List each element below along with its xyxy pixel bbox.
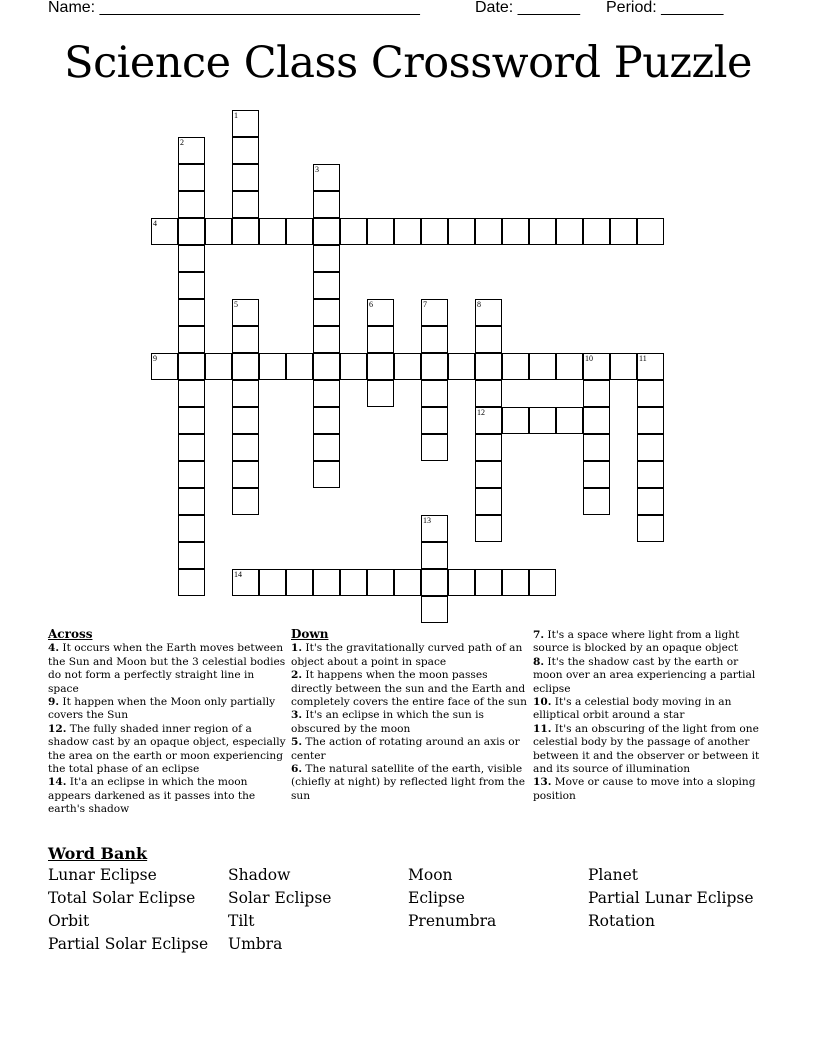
crossword-cell[interactable] — [367, 299, 394, 326]
clue-number: 1. — [291, 642, 303, 655]
crossword-cell[interactable] — [178, 488, 205, 515]
crossword-cell[interactable] — [232, 191, 259, 218]
clue-number: 4 — [153, 219, 157, 228]
word-bank-item: Moon — [408, 866, 453, 884]
crossword-cell[interactable] — [313, 326, 340, 353]
clue-number: 4. — [48, 642, 60, 655]
down-clue — [291, 736, 531, 763]
crossword-cell[interactable] — [178, 137, 205, 164]
crossword-cell[interactable] — [178, 164, 205, 191]
crossword-cell[interactable] — [313, 353, 340, 380]
crossword-cell[interactable] — [556, 218, 583, 245]
word-bank-item: Total Solar Eclipse — [48, 889, 196, 907]
down-heading: Down — [291, 627, 329, 641]
crossword-cell[interactable] — [448, 569, 475, 596]
crossword-cell[interactable] — [637, 353, 664, 380]
down-clue — [291, 642, 531, 669]
clue-number: 2. — [291, 669, 303, 682]
crossword-cell[interactable] — [178, 461, 205, 488]
crossword-cell[interactable] — [178, 299, 205, 326]
clue-number: 14. — [48, 776, 67, 789]
across-clue — [48, 696, 288, 723]
crossword-cell[interactable] — [286, 353, 313, 380]
crossword-cell[interactable] — [583, 434, 610, 461]
crossword-cell[interactable] — [475, 488, 502, 515]
clue-text: It's the gravitationally curved path of an object about a point in space — [291, 642, 523, 668]
down-clue — [533, 776, 769, 803]
crossword-cell[interactable] — [232, 137, 259, 164]
crossword-cell[interactable] — [637, 407, 664, 434]
crossword-cell[interactable] — [475, 461, 502, 488]
crossword-cell[interactable] — [475, 326, 502, 353]
down-clue — [291, 709, 531, 736]
clue-number: 3 — [315, 165, 319, 174]
clue-number: 6 — [369, 300, 373, 309]
crossword-cell[interactable] — [448, 353, 475, 380]
crossword-cell[interactable] — [637, 488, 664, 515]
crossword-cell[interactable] — [421, 515, 448, 542]
crossword-cell[interactable] — [475, 569, 502, 596]
word-bank-item: Umbra — [228, 935, 283, 953]
crossword-cell[interactable] — [178, 407, 205, 434]
crossword-cell[interactable] — [232, 488, 259, 515]
clue-number: 13. — [533, 776, 552, 789]
clue-number: 7. — [533, 629, 545, 641]
clue-number: 8 — [477, 300, 481, 309]
down-clue — [533, 696, 769, 723]
clue-number: 3. — [291, 709, 303, 722]
crossword-cell[interactable] — [232, 299, 259, 326]
crossword-cell[interactable] — [232, 110, 259, 137]
clue-number: 11 — [639, 354, 647, 363]
crossword-cell[interactable] — [610, 218, 637, 245]
clue-text: The natural satellite of the earth, visible (chiefly at night) by reflected light from the sun — [291, 763, 526, 802]
clue-text: It's a celestial body moving in an elliptical orbit around a star — [533, 696, 732, 722]
crossword-cell[interactable] — [556, 353, 583, 380]
crossword-cell[interactable] — [394, 353, 421, 380]
crossword-cell[interactable] — [475, 380, 502, 407]
crossword-cell[interactable] — [421, 353, 448, 380]
crossword-cell[interactable] — [529, 569, 556, 596]
crossword-cell[interactable] — [502, 353, 529, 380]
crossword-cell[interactable] — [232, 569, 259, 596]
crossword-cell[interactable] — [178, 245, 205, 272]
across-heading: Across — [48, 627, 93, 641]
clue-text: The fully shaded inner region of a shadow cast by an opaque object, especially the area on the earth or moon experiencing the total phase of an eclipse — [48, 722, 286, 776]
clue-text: It happens when the moon passes directly between the sun and the Earth and completely covers the entire face of the sun — [291, 669, 527, 709]
crossword-cell[interactable] — [367, 569, 394, 596]
crossword-cell[interactable] — [394, 569, 421, 596]
crossword-cell[interactable] — [367, 326, 394, 353]
crossword-cell[interactable] — [637, 380, 664, 407]
date-field[interactable]: Date: _______ — [475, 0, 580, 16]
clue-number: 5. — [291, 736, 303, 749]
crossword-cell[interactable] — [637, 218, 664, 245]
crossword-cell[interactable] — [421, 596, 448, 623]
clue-number: 1 — [234, 111, 238, 120]
crossword-cell[interactable] — [286, 218, 313, 245]
crossword-cell[interactable] — [178, 542, 205, 569]
clue-number: 14 — [234, 570, 242, 579]
clue-text: It occurs when the Earth moves between the Sun and Moon but the 3 celestial bodies do not form a perfectly straight line in space — [48, 642, 286, 695]
clue-number: 11. — [533, 722, 552, 735]
across-clue — [48, 642, 288, 696]
clue-number: 8. — [533, 655, 545, 668]
crossword-cell[interactable] — [313, 569, 340, 596]
crossword-cell[interactable] — [637, 461, 664, 488]
crossword-cell[interactable] — [421, 569, 448, 596]
clue-text: It's the shadow cast by the earth or moon over an area experiencing a partial eclipse — [533, 655, 756, 695]
down-clue — [533, 723, 769, 777]
crossword-cell[interactable] — [178, 380, 205, 407]
crossword-cell[interactable] — [475, 353, 502, 380]
clue-text: It'a an eclipse in which the moon appears darkened as it passes into the earth's shadow — [48, 776, 256, 816]
clue-number: 9 — [153, 354, 157, 363]
crossword-cell[interactable] — [421, 326, 448, 353]
word-bank-item: Prenumbra — [408, 912, 497, 930]
word-bank-item: Tilt — [228, 912, 255, 930]
down-clue — [291, 763, 531, 803]
crossword-cell[interactable] — [286, 569, 313, 596]
crossword-cell[interactable] — [178, 191, 205, 218]
crossword-cell[interactable] — [232, 326, 259, 353]
crossword-cell[interactable] — [313, 245, 340, 272]
crossword-cell[interactable] — [313, 299, 340, 326]
crossword-cell[interactable] — [232, 353, 259, 380]
crossword-cell[interactable] — [583, 407, 610, 434]
clue-number: 5 — [234, 300, 238, 309]
crossword-cell[interactable] — [151, 353, 178, 380]
crossword-cell[interactable] — [313, 461, 340, 488]
crossword-cell[interactable] — [232, 380, 259, 407]
down-clue — [291, 669, 531, 709]
clue-text: It happen when the Moon only partially covers the Sun — [48, 696, 276, 722]
crossword-cell[interactable] — [313, 434, 340, 461]
clue-text: Move or cause to move into a sloping position — [533, 776, 756, 802]
crossword-cell[interactable] — [502, 407, 529, 434]
crossword-cell[interactable] — [475, 299, 502, 326]
crossword-cell[interactable] — [232, 407, 259, 434]
word-bank-item: Orbit — [48, 912, 90, 930]
crossword-cell[interactable] — [475, 407, 502, 434]
crossword-cell[interactable] — [583, 488, 610, 515]
across-clue — [48, 776, 288, 816]
crossword-cell[interactable] — [583, 461, 610, 488]
clue-number: 12. — [48, 722, 67, 735]
clue-text: It's a space where light from a light source is blocked by an opaque object — [533, 629, 740, 655]
crossword-cell[interactable] — [529, 353, 556, 380]
word-bank-item: Shadow — [228, 866, 291, 884]
crossword-cell[interactable] — [529, 407, 556, 434]
crossword-cell[interactable] — [502, 569, 529, 596]
clue-number: 10 — [585, 354, 593, 363]
word-bank-item: Partial Solar Eclipse — [48, 935, 209, 953]
crossword-cell[interactable] — [421, 542, 448, 569]
crossword-cell[interactable] — [556, 407, 583, 434]
word-bank-item: Eclipse — [408, 889, 465, 907]
crossword-cell[interactable] — [340, 569, 367, 596]
down-clues — [291, 628, 531, 803]
crossword-cell[interactable] — [178, 515, 205, 542]
crossword-cell[interactable] — [313, 380, 340, 407]
crossword-cell[interactable] — [259, 569, 286, 596]
crossword-cell[interactable] — [529, 218, 556, 245]
crossword-cell[interactable] — [340, 218, 367, 245]
across-clues — [48, 628, 288, 817]
crossword-cell[interactable] — [367, 218, 394, 245]
crossword-cell[interactable] — [178, 326, 205, 353]
crossword-cell[interactable] — [232, 164, 259, 191]
crossword-cell[interactable] — [259, 218, 286, 245]
crossword-cell[interactable] — [637, 515, 664, 542]
crossword-cell[interactable] — [475, 515, 502, 542]
crossword-cell[interactable] — [259, 353, 286, 380]
word-bank-item: Partial Lunar Eclipse — [588, 889, 754, 907]
word-bank-title: Word Bank — [48, 844, 148, 863]
crossword-cell[interactable] — [583, 380, 610, 407]
crossword-cell[interactable] — [583, 353, 610, 380]
clue-text: The action of rotating around an axis or center — [291, 736, 520, 762]
across-clue — [48, 723, 288, 777]
page-title: Science Class Crossword Puzzle — [64, 38, 752, 88]
clue-number: 13 — [423, 516, 431, 525]
crossword-cell[interactable] — [232, 434, 259, 461]
crossword-cell[interactable] — [475, 434, 502, 461]
word-bank-item: Rotation — [588, 912, 655, 930]
crossword-cell[interactable] — [205, 218, 232, 245]
word-bank-item: Lunar Eclipse — [48, 866, 157, 884]
down-clue — [533, 629, 769, 656]
crossword-cell[interactable] — [583, 218, 610, 245]
clue-number: 7 — [423, 300, 427, 309]
crossword-cell[interactable] — [178, 353, 205, 380]
crossword-cell[interactable] — [232, 461, 259, 488]
crossword-cell[interactable] — [421, 380, 448, 407]
word-bank-item: Solar Eclipse — [228, 889, 332, 907]
clue-number: 6. — [291, 763, 303, 776]
crossword-cell[interactable] — [178, 218, 205, 245]
crossword-cell[interactable] — [151, 218, 178, 245]
crossword-cell[interactable] — [340, 353, 367, 380]
crossword-cell[interactable] — [178, 272, 205, 299]
name-field[interactable]: Name: ____________________________________ — [48, 0, 420, 16]
crossword-cell[interactable] — [232, 218, 259, 245]
crossword-cell[interactable] — [178, 569, 205, 596]
crossword-cell[interactable] — [475, 218, 502, 245]
clue-number: 9. — [48, 696, 60, 709]
crossword-cell[interactable] — [178, 434, 205, 461]
crossword-cell[interactable] — [313, 272, 340, 299]
period-field[interactable]: Period: _______ — [606, 0, 724, 16]
crossword-cell[interactable] — [313, 407, 340, 434]
crossword-cell[interactable] — [367, 380, 394, 407]
crossword-cell[interactable] — [421, 434, 448, 461]
word-bank-item: Planet — [588, 866, 639, 884]
crossword-cell[interactable] — [205, 353, 232, 380]
down-clue — [533, 656, 769, 696]
clue-number: 10. — [533, 696, 552, 709]
clue-text: It's an obscuring of the light from one celestial body by the passage of another between it and the observer or between it and its source of illumination — [533, 722, 760, 776]
clue-text: It's an eclipse in which the sun is obscured by the moon — [291, 709, 484, 735]
crossword-cell[interactable] — [313, 218, 340, 245]
crossword-cell[interactable] — [502, 218, 529, 245]
crossword-cell[interactable] — [421, 407, 448, 434]
crossword-cell[interactable] — [313, 191, 340, 218]
crossword-cell[interactable] — [394, 218, 421, 245]
clue-number: 2 — [180, 138, 184, 147]
down-clues-continued — [533, 629, 769, 803]
crossword-cell[interactable] — [313, 164, 340, 191]
crossword-cell[interactable] — [367, 353, 394, 380]
crossword-cell[interactable] — [610, 353, 637, 380]
clue-number: 12 — [477, 408, 485, 417]
crossword-cell[interactable] — [421, 218, 448, 245]
crossword-cell[interactable] — [448, 218, 475, 245]
crossword-cell[interactable] — [637, 434, 664, 461]
crossword-cell[interactable] — [421, 299, 448, 326]
